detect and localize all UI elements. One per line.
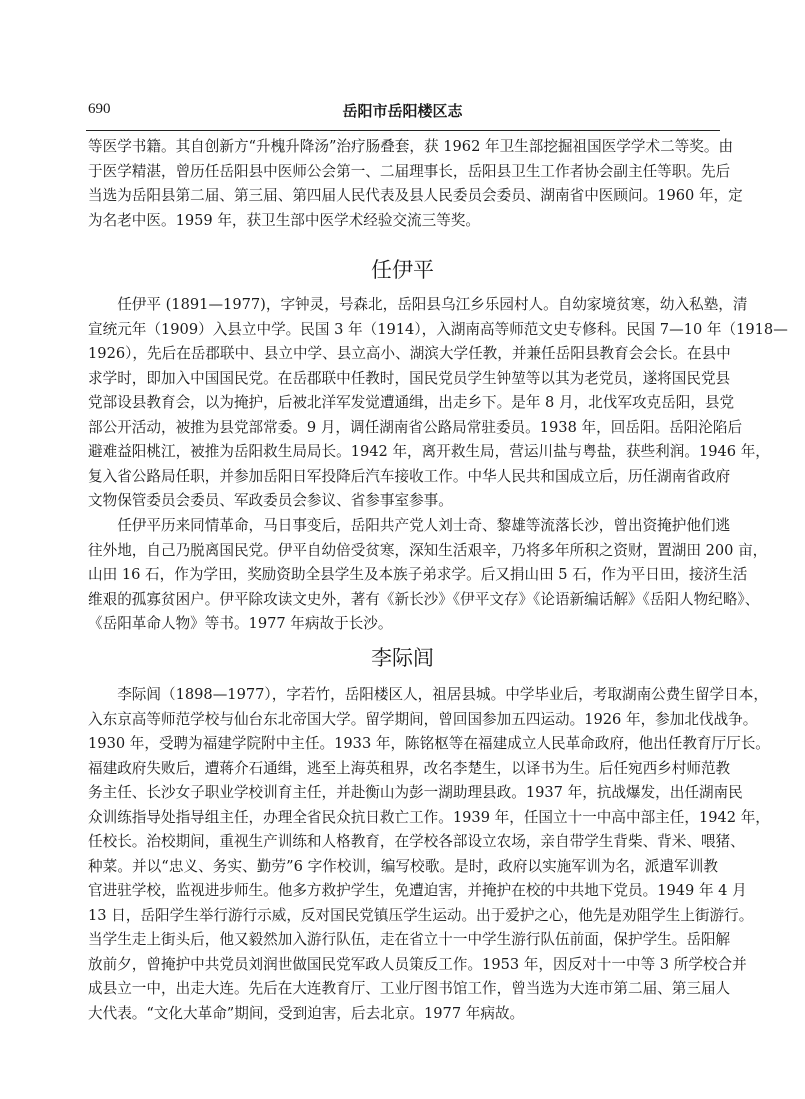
text-line: 任校长。治校期间，重视生产训练和人格教育，在学校各部设立农场，亲自带学生背柴、背米、喂猪、 bbox=[88, 833, 745, 850]
section-heading-ren-yiping: 任伊平 bbox=[371, 258, 434, 282]
section-1-paragraph-2 bbox=[88, 514, 768, 637]
section-0-body bbox=[88, 135, 743, 233]
text-line: 往外地，自己乃脱离国民党。伊平自幼倍受贫寒，深知生活艰辛，乃将多年所积之资财，置湖田 200 亩， bbox=[88, 541, 768, 559]
text-line: 放前夕，曾掩护中共党员刘润世做国民党军政人员策反工作。1953 年，因反对十一中等 3 所学校合并 bbox=[88, 955, 747, 973]
text-line: 任伊平历来同情革命，马日事变后，岳阳共产党人刘士奇、黎雄等流落长沙，曾出资掩护他们逃 bbox=[117, 517, 731, 534]
header-rule bbox=[86, 130, 720, 131]
text-line: 1926），先后在岳郡联中、县立中学、县立高小、湖滨大学任教，并兼任岳阳县教育会会长。在县中 bbox=[88, 345, 731, 362]
text-line: 等医学书籍。其自创新方“升槐升降汤”治疗肠叠套，获 1962 年卫生部挖掘祖国医学学术二等奖。由 bbox=[88, 138, 734, 155]
text-line: 任伊平 (1891—1977)，字钟灵，号森北，岳阳县乌江乡乐园村人。自幼家境贫寒，幼入私塾，清 bbox=[117, 296, 748, 313]
text-line: 务主任、长沙女子职业学校训育主任，并赴衡山为彭一湖助理县政。1937 年，抗战爆发，出任湖南民 bbox=[88, 784, 743, 801]
page-number: 690 bbox=[88, 101, 111, 117]
text-line: 入东京高等师范学校与仙台东北帝国大学。留学期间，曾回国参加五四运动。1926 年，参加北伐战争。 bbox=[88, 710, 758, 728]
text-line: 李际闾（1898—1977），字若竹，岳阳楼区人，祖居县城。中学毕业后，考取湖南公费生留学日本， bbox=[117, 686, 768, 703]
section-heading-li-jilu: 李际闾 bbox=[371, 646, 434, 670]
text-line: 福建政府失败后，遭蒋介石通缉，逃至上海英租界，改名李楚生，以译书为生。后任宛西乡村师范教 bbox=[88, 759, 731, 777]
text-line: 山田 16 石，作为学田，奖励资助全县学生及本族子弟求学。后又捐山田 5 石，作为平日田，接济生活 bbox=[88, 566, 748, 583]
text-line: 13 日，岳阳学生举行游行示威，反对国民党镇压学生运动。出于爱护之心，他先是劝阻学生上街游行。 bbox=[88, 906, 754, 924]
text-line: 党部设县教育会，以为掩护，后被北洋军发觉遭通缉，出走乡下。是年 8 月，北伐军攻克岳阳，县党 bbox=[88, 394, 735, 411]
text-line: 避难益阳桃江，被推为岳阳救生局局长。1942 年，离开救生局，营运川盐与粤盐，获些利润。1946 年， bbox=[88, 443, 770, 460]
text-line: 为名老中医。1959 年，获卫生部中医学术经验交流三等奖。 bbox=[88, 211, 481, 229]
text-line: 官进驻学校，监视进步师生。他多方救护学生，免遭迫害，并掩护在校的中共地下党员。1949 年 4 月 bbox=[88, 882, 747, 899]
text-line: 大代表。“文化大革命”期间，受到迫害，后去北京。1977 年病故。 bbox=[88, 1004, 525, 1022]
section-1-paragraph-1 bbox=[88, 293, 788, 514]
text-line: 当选为岳阳县第二届、第三届、第四届人民代表及县人民委员会委员、湖南省中医顾问。1960 年，定 bbox=[88, 187, 743, 204]
text-line: 众训练指导处指导组主任，办理全省民众抗日救亡工作。1939 年，任国立十一中高中部主任，1942 年， bbox=[88, 808, 770, 826]
text-line: 复入省公路局任职，并参加岳阳日军投降后汽车接收工作。中华人民共和国成立后，历任湖南省政府 bbox=[88, 467, 731, 485]
book-title: 岳阳市岳阳楼区志 bbox=[342, 102, 463, 120]
text-line: 当学生走上街头后，他又毅然加入游行队伍，走在省立十一中学生游行队伍前面，保护学生。岳阳解 bbox=[88, 931, 731, 948]
text-line: 1930 年，受聘为福建学院附中主任。1933 年，陈铭枢等在福建成立人民革命政府，他出任教育厅厅长。 bbox=[88, 735, 770, 752]
text-line: 于医学精湛，曾历任岳阳县中医师公会第一、二届理事长，岳阳县卫生工作者协会副主任等职。先后 bbox=[88, 162, 731, 180]
text-line: 文物保管委员会委员、军政委员会参议、省参事室参事。 bbox=[88, 492, 453, 509]
text-line: 宣统元年（1909）入县立中学。民国 3 年（1914），入湖南高等师范文史专修科。民国 7—10 年（1918— bbox=[88, 320, 788, 338]
text-line: 求学时，即加入中国国民党。在岳郡联中任教时，国民党员学生钟堃等以其为老党员，遂将国民党县 bbox=[88, 369, 731, 387]
text-line: 成县立一中，出走大连。先后在大连教育厅、工业厅图书馆工作，曾当选为大连市第二届、第三届人 bbox=[88, 980, 731, 997]
text-line: 《岳阳革命人物》等书。1977 年病故于长沙。 bbox=[88, 615, 393, 632]
text-line: 种菜。并以“忠义、务实、勤劳”6 字作校训，编写校歌。是时，政府以实施军训为名，派遣军训教 bbox=[88, 857, 718, 875]
text-line: 维艰的孤寡贫困户。伊平除攻读文史外，著有《新长沙》《伊平文存》《论语新编话解》《岳阳人物纪略》、 bbox=[88, 590, 760, 608]
text-line: 部公开活动，被推为县党部常委。9 月，调任湖南省公路局常驻委员。1938 年，回岳阳。岳阳沦陷后 bbox=[88, 418, 743, 436]
section-2-paragraph-1 bbox=[88, 683, 770, 1026]
